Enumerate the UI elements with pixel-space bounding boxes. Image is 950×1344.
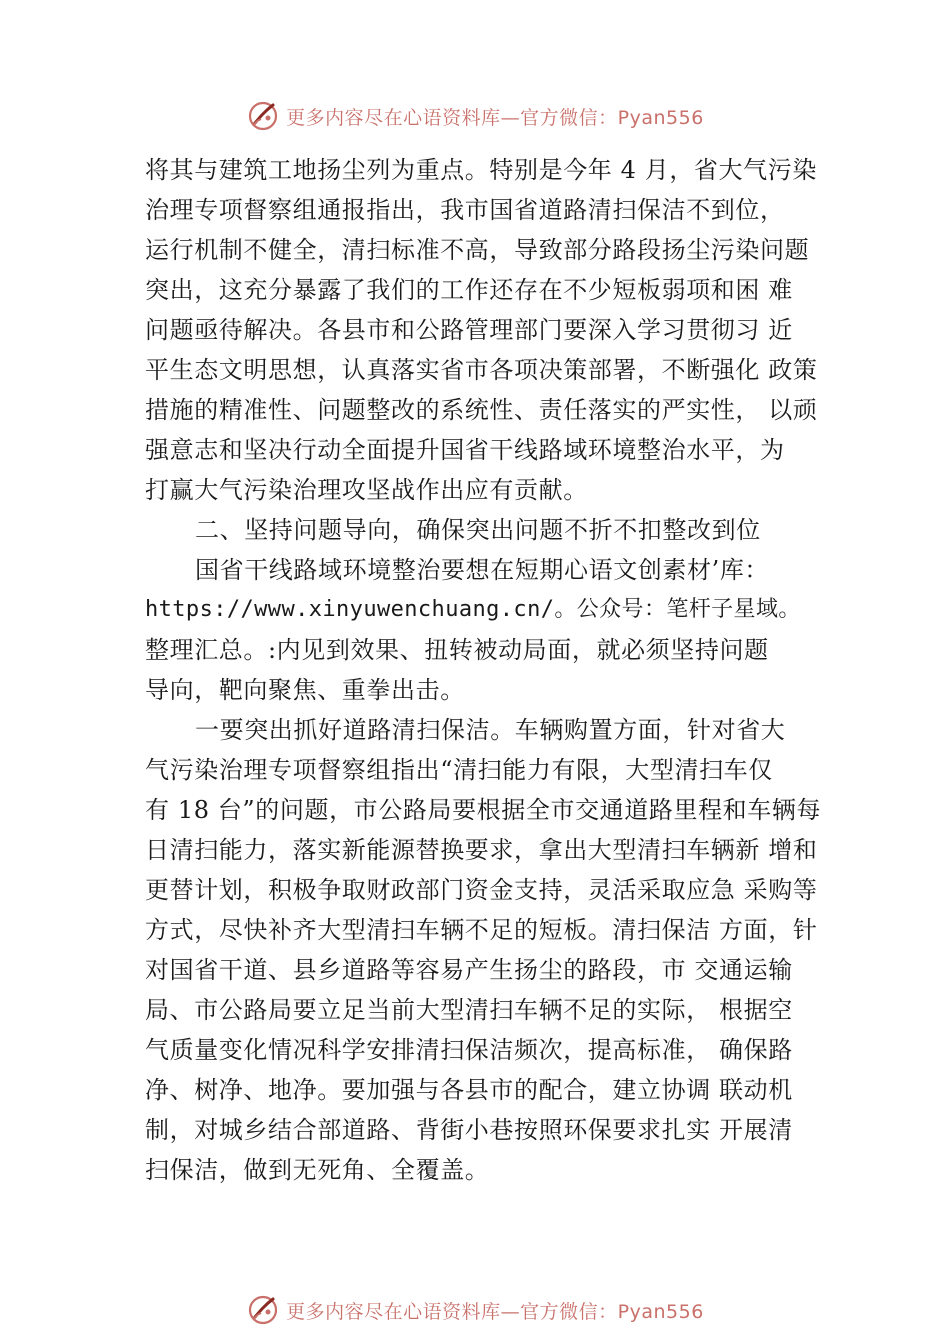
text-line: 对国省干道、县乡道路等容易产生扬尘的路段，市 交通运输 [145,956,793,984]
text-line: 制，对城乡结合部道路、背街小巷按照环保要求扎实 开展清 [145,1116,793,1144]
text-line: 净、树净、地净。要加强与各县市的配合，建立协调 联动机 [145,1076,793,1104]
text-line: 问题亟待解决。各县市和公路管理部门要深入学习贯彻习 近 [145,316,793,344]
text-line: 运行机制不健全，清扫标准不高，导致部分路段扬尘污染问题 [145,236,810,264]
text-line: 措施的精准性、问题整改的系统性、责任落实的严实性， 以顽 [145,396,818,424]
watermark-text [286,1297,704,1324]
text-line: 整理汇总。:内见到效果、扭转被动局面，就必须坚持问题 [145,636,769,664]
text-line: 强意志和坚决行动全面提升国省干线路域环境整治水平，为 [145,436,785,464]
url-text-line: https://www.xinyuwenchuang.cn/。公众号：笔杆子星域。 [145,597,801,622]
brush-logo-icon [246,1293,280,1327]
watermark-label: 更多内容尽在心语资料库—官方微信： [286,1300,618,1323]
footer-watermark [0,1290,950,1330]
text-line: 打赢大气污染治理攻坚战作出应有贡献。 [145,476,588,504]
header-watermark [0,96,950,136]
text-line: 气质量变化情况科学安排清扫保洁频次，提高标准， 确保路 [145,1036,793,1064]
document-body [145,150,845,1190]
text-line: 有 18 台”的问题，市公路局要根据全市交通道路里程和车辆每 [145,796,822,824]
text-line: 日清扫能力，落实新能源替换要求，拿出大型清扫车辆新 增和 [145,836,818,864]
text-line: 国省干线路域环境整治要想在短期心语文创素材’库： [195,556,770,584]
watermark-group [246,1293,704,1327]
text-line: 治理专项督察组通报指出，我市国省道路清扫保洁不到位， [145,196,785,224]
text-line: 突出，这充分暴露了我们的工作还存在不少短板弱项和困 难 [145,276,793,304]
watermark-wechat-id: Pyan556 [617,1300,704,1323]
watermark-text [286,103,704,130]
text-line: 更替计划，积极争取财政部门资金支持，灵活采取应急 采购等 [145,876,818,904]
text-line: 导向，靶向聚焦、重拳出击。 [145,676,465,704]
text-line: 将其与建筑工地扬尘列为重点。特别是今年 4 月，省大气污染 [145,156,817,184]
text-line: 方式，尽快补齐大型清扫车辆不足的短板。清扫保洁 方面，针 [145,916,818,944]
watermark-wechat-id: Pyan556 [617,106,704,129]
section-heading: 二、坚持问题导向，确保突出问题不折不扣整改到位 [195,516,761,544]
text-line: 气污染治理专项督察组指出“清扫能力有限，大型清扫车仅 [145,756,773,784]
text-line: 局、市公路局要立足当前大型清扫车辆不足的实际， 根据空 [145,996,793,1024]
text-line: 平生态文明思想，认真落实省市各项决策部署，不断强化 政策 [145,356,818,384]
brush-logo-icon [246,99,280,133]
text-line: 一要突出抓好道路清扫保洁。车辆购置方面，针对省大 [195,716,786,744]
watermark-label: 更多内容尽在心语资料库—官方微信： [286,106,618,129]
watermark-group [246,99,704,133]
text-line: 扫保洁，做到无死角、全覆盖。 [145,1156,490,1184]
